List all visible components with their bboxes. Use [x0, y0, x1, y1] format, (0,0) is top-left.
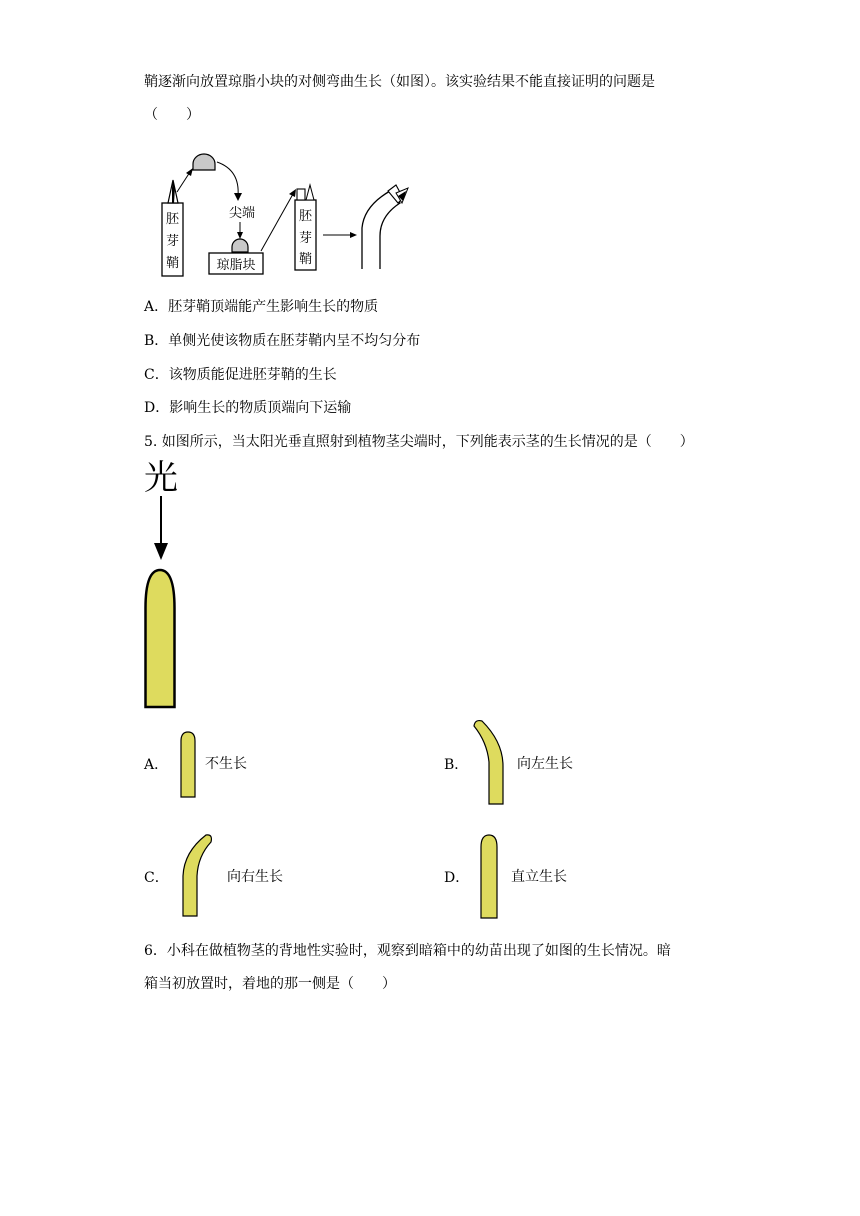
q5-stem: 5. 如图所示，当太阳光垂直照射到植物茎尖端时，下列能表示茎的生长情况的是（ ）	[144, 434, 694, 450]
tip-on-agar	[232, 239, 248, 252]
q5-option-d-text: 直立生长	[511, 869, 567, 885]
q4-option-c: C．该物质能促进胚芽鞘的生长	[144, 367, 337, 383]
q4-stem-line2: （ ）	[144, 107, 200, 123]
coleoptile-left-char-2: 芽	[165, 234, 180, 249]
plant-stem	[144, 568, 180, 710]
coleoptile-right-char-3: 鞘	[298, 252, 313, 267]
q4-option-b: B．单侧光使该物质在胚芽鞘内呈不均匀分布	[144, 333, 421, 349]
coleoptile-right-char-2: 芽	[298, 231, 313, 246]
coleoptile-left	[162, 180, 183, 276]
q5-option-c-text: 向右生长	[227, 869, 283, 885]
q4-stem-line1: 鞘逐渐向放置琼脂小块的对侧弯曲生长（如图）。该实验结果不能直接证明的问题是	[144, 74, 655, 90]
q5-option-c-stem-icon	[180, 832, 214, 920]
light-arrow-icon	[150, 496, 172, 562]
q6-stem-line1: 6．小科在做植物茎的背地性实验时，观察到暗箱中的幼苗出现了如图的生长情况。暗	[144, 943, 671, 959]
label-agar: 琼脂块	[216, 258, 256, 273]
curved-arrow	[217, 162, 238, 196]
coleoptile-left-char-1: 胚	[165, 212, 180, 227]
coleoptile-left-char-3: 鞘	[165, 256, 180, 271]
q4-experiment-figure	[150, 148, 430, 280]
q4-option-a: A．胚芽鞘顶端能产生影响生长的物质	[144, 299, 379, 315]
q5-option-d-stem-icon	[479, 833, 499, 921]
q5-option-b-letter: B．	[444, 757, 469, 773]
arrow-to-coleoptile	[261, 194, 293, 251]
q5-option-a-stem-icon	[180, 731, 196, 799]
bent-coleoptile	[362, 185, 408, 269]
coleoptile-right-char-1: 胚	[298, 209, 313, 224]
removed-tip	[193, 154, 215, 170]
q5-option-c-letter: C．	[144, 870, 169, 886]
arrow-to-tip	[177, 172, 190, 192]
coleoptile-right	[295, 185, 316, 270]
q5-option-a-letter: A．	[144, 757, 169, 773]
light-label: 光	[144, 458, 178, 498]
q6-stem-line2: 箱当初放置时，着地的那一侧是（ ）	[144, 976, 396, 992]
q5-option-a-text: 不生长	[205, 756, 247, 772]
q4-option-d: D．影响生长的物质顶端向下运输	[144, 400, 352, 416]
label-tip: 尖端	[228, 206, 256, 221]
q5-option-b-stem-icon	[472, 718, 506, 808]
q5-option-d-letter: D．	[444, 870, 470, 886]
q5-option-b-text: 向左生长	[517, 756, 573, 772]
